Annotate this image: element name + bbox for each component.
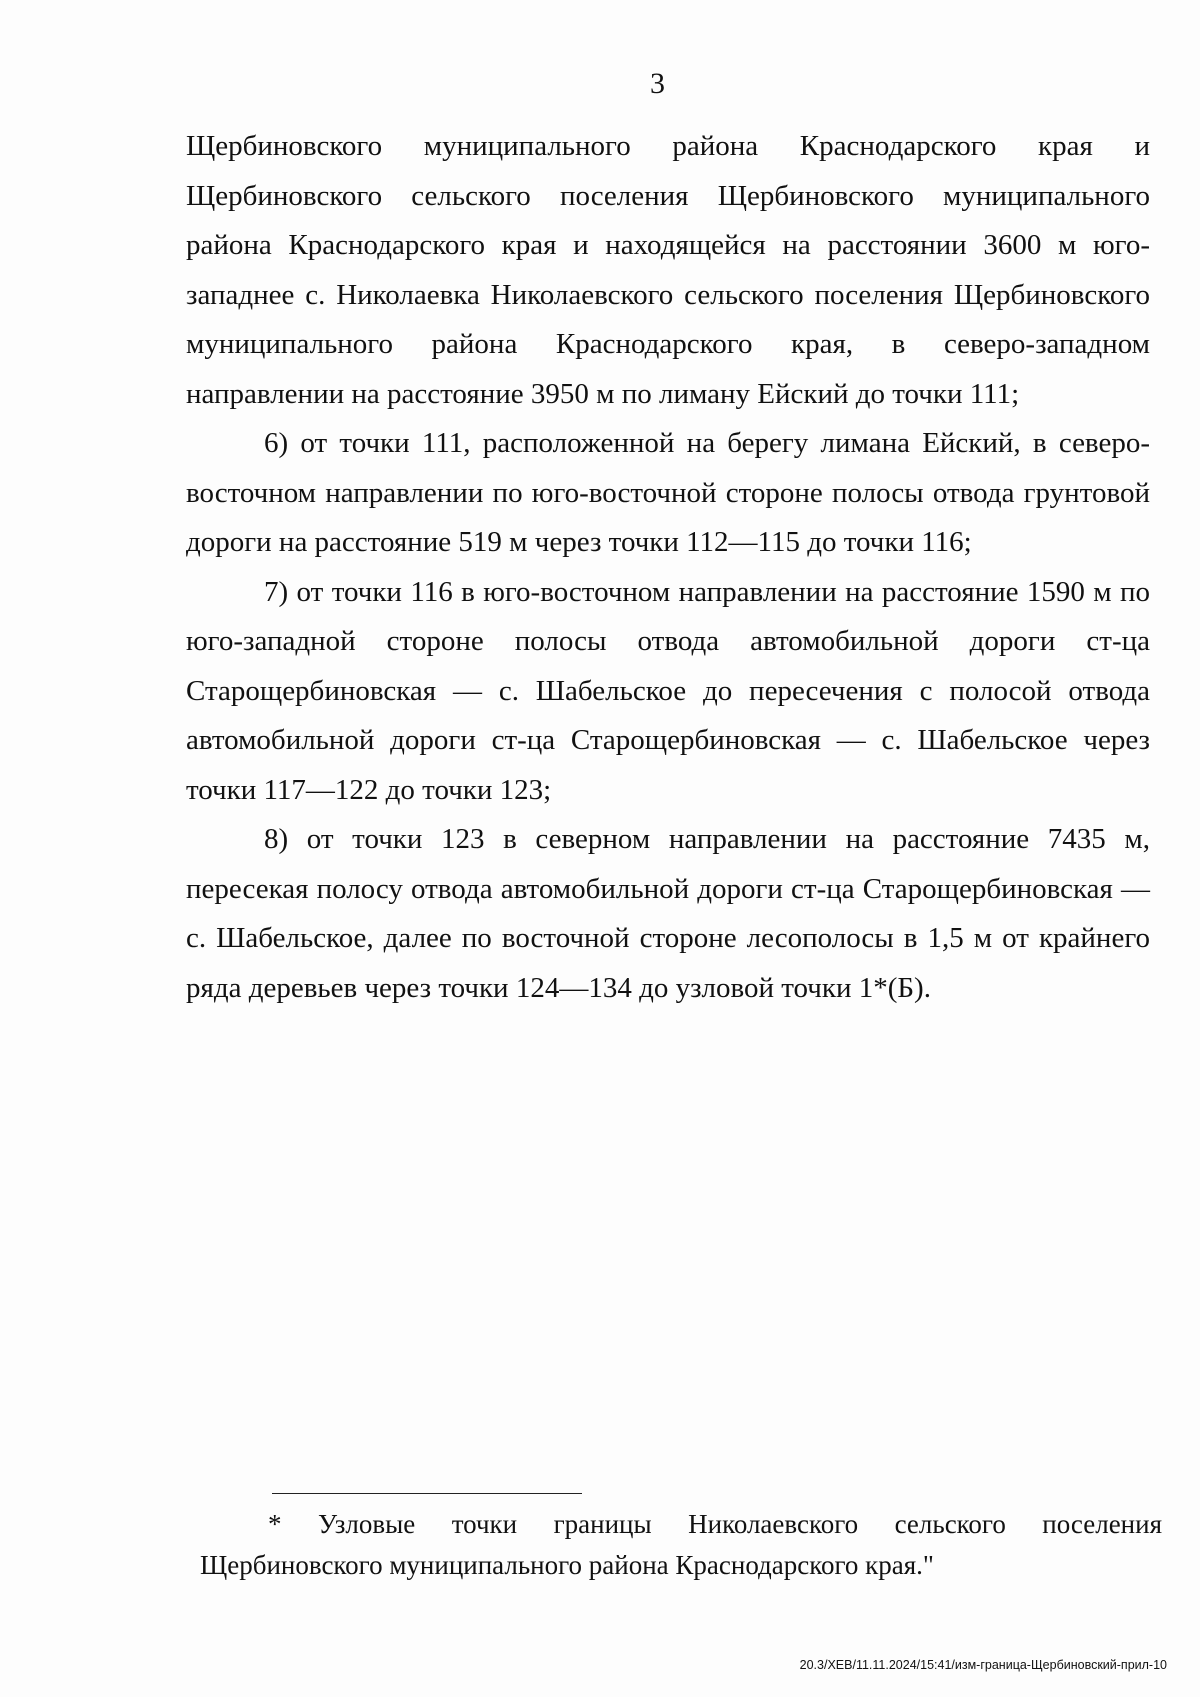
paragraph-item-6: 6) от точки 111, расположенной на берегу лимана Ейский, в северо-восточном направлении по юго-восточной стороне полосы отвода грунтовой дороги на расстояние 519 м через точки 112—115 до точки 116; bbox=[186, 427, 1150, 558]
paragraph-item-7: 7) от точки 116 в юго-восточном направлении на расстояние 1590 м по юго-западной стороне полосы отвода автомобильной дороги ст-ца Старощербиновская — с. Шабельское до пересечения с полосой отвода автомобильной дороги ст-ца Старощербиновская — с. Шабельское через точки 117—122 до точки 123; bbox=[186, 575, 1150, 806]
file-path-stamp: 20.3/ХЕВ/11.11.2024/15:41/изм-граница-Щербиновский-прил-10 bbox=[799, 1658, 1167, 1672]
footnote-separator bbox=[272, 1493, 582, 1494]
paragraph-item-8: 8) от точки 123 в северном направлении на расстояние 7435 м, пересекая полосу отвода автомобильной дороги ст-ца Старощербиновская — с. Шабельское, далее по восточной стороне лесополосы в 1,5 м от крайнего ряда деревьев через точки 124—134 до узловой точки 1*(Б). bbox=[186, 823, 1150, 1004]
page-number: 3 bbox=[650, 67, 665, 100]
body-text bbox=[186, 122, 1150, 1013]
footnote: * Узловые точки границы Николаевского сельского поселения Щербиновского муниципального района Краснодарского края." bbox=[200, 1509, 1162, 1580]
paragraph-continuation: Щербиновского муниципального района Краснодарского края и Щербиновского сельского поселения Щербиновского муниципального района Краснодарского края и находящейся на расстоянии 3600 м юго-западнее с. Николаевка Николаевского сельского поселения Щербиновского муниципального района Краснодарского края, в северо-западном направлении на расстояние 3950 м по лиману Ейский до точки 111; bbox=[186, 130, 1150, 410]
